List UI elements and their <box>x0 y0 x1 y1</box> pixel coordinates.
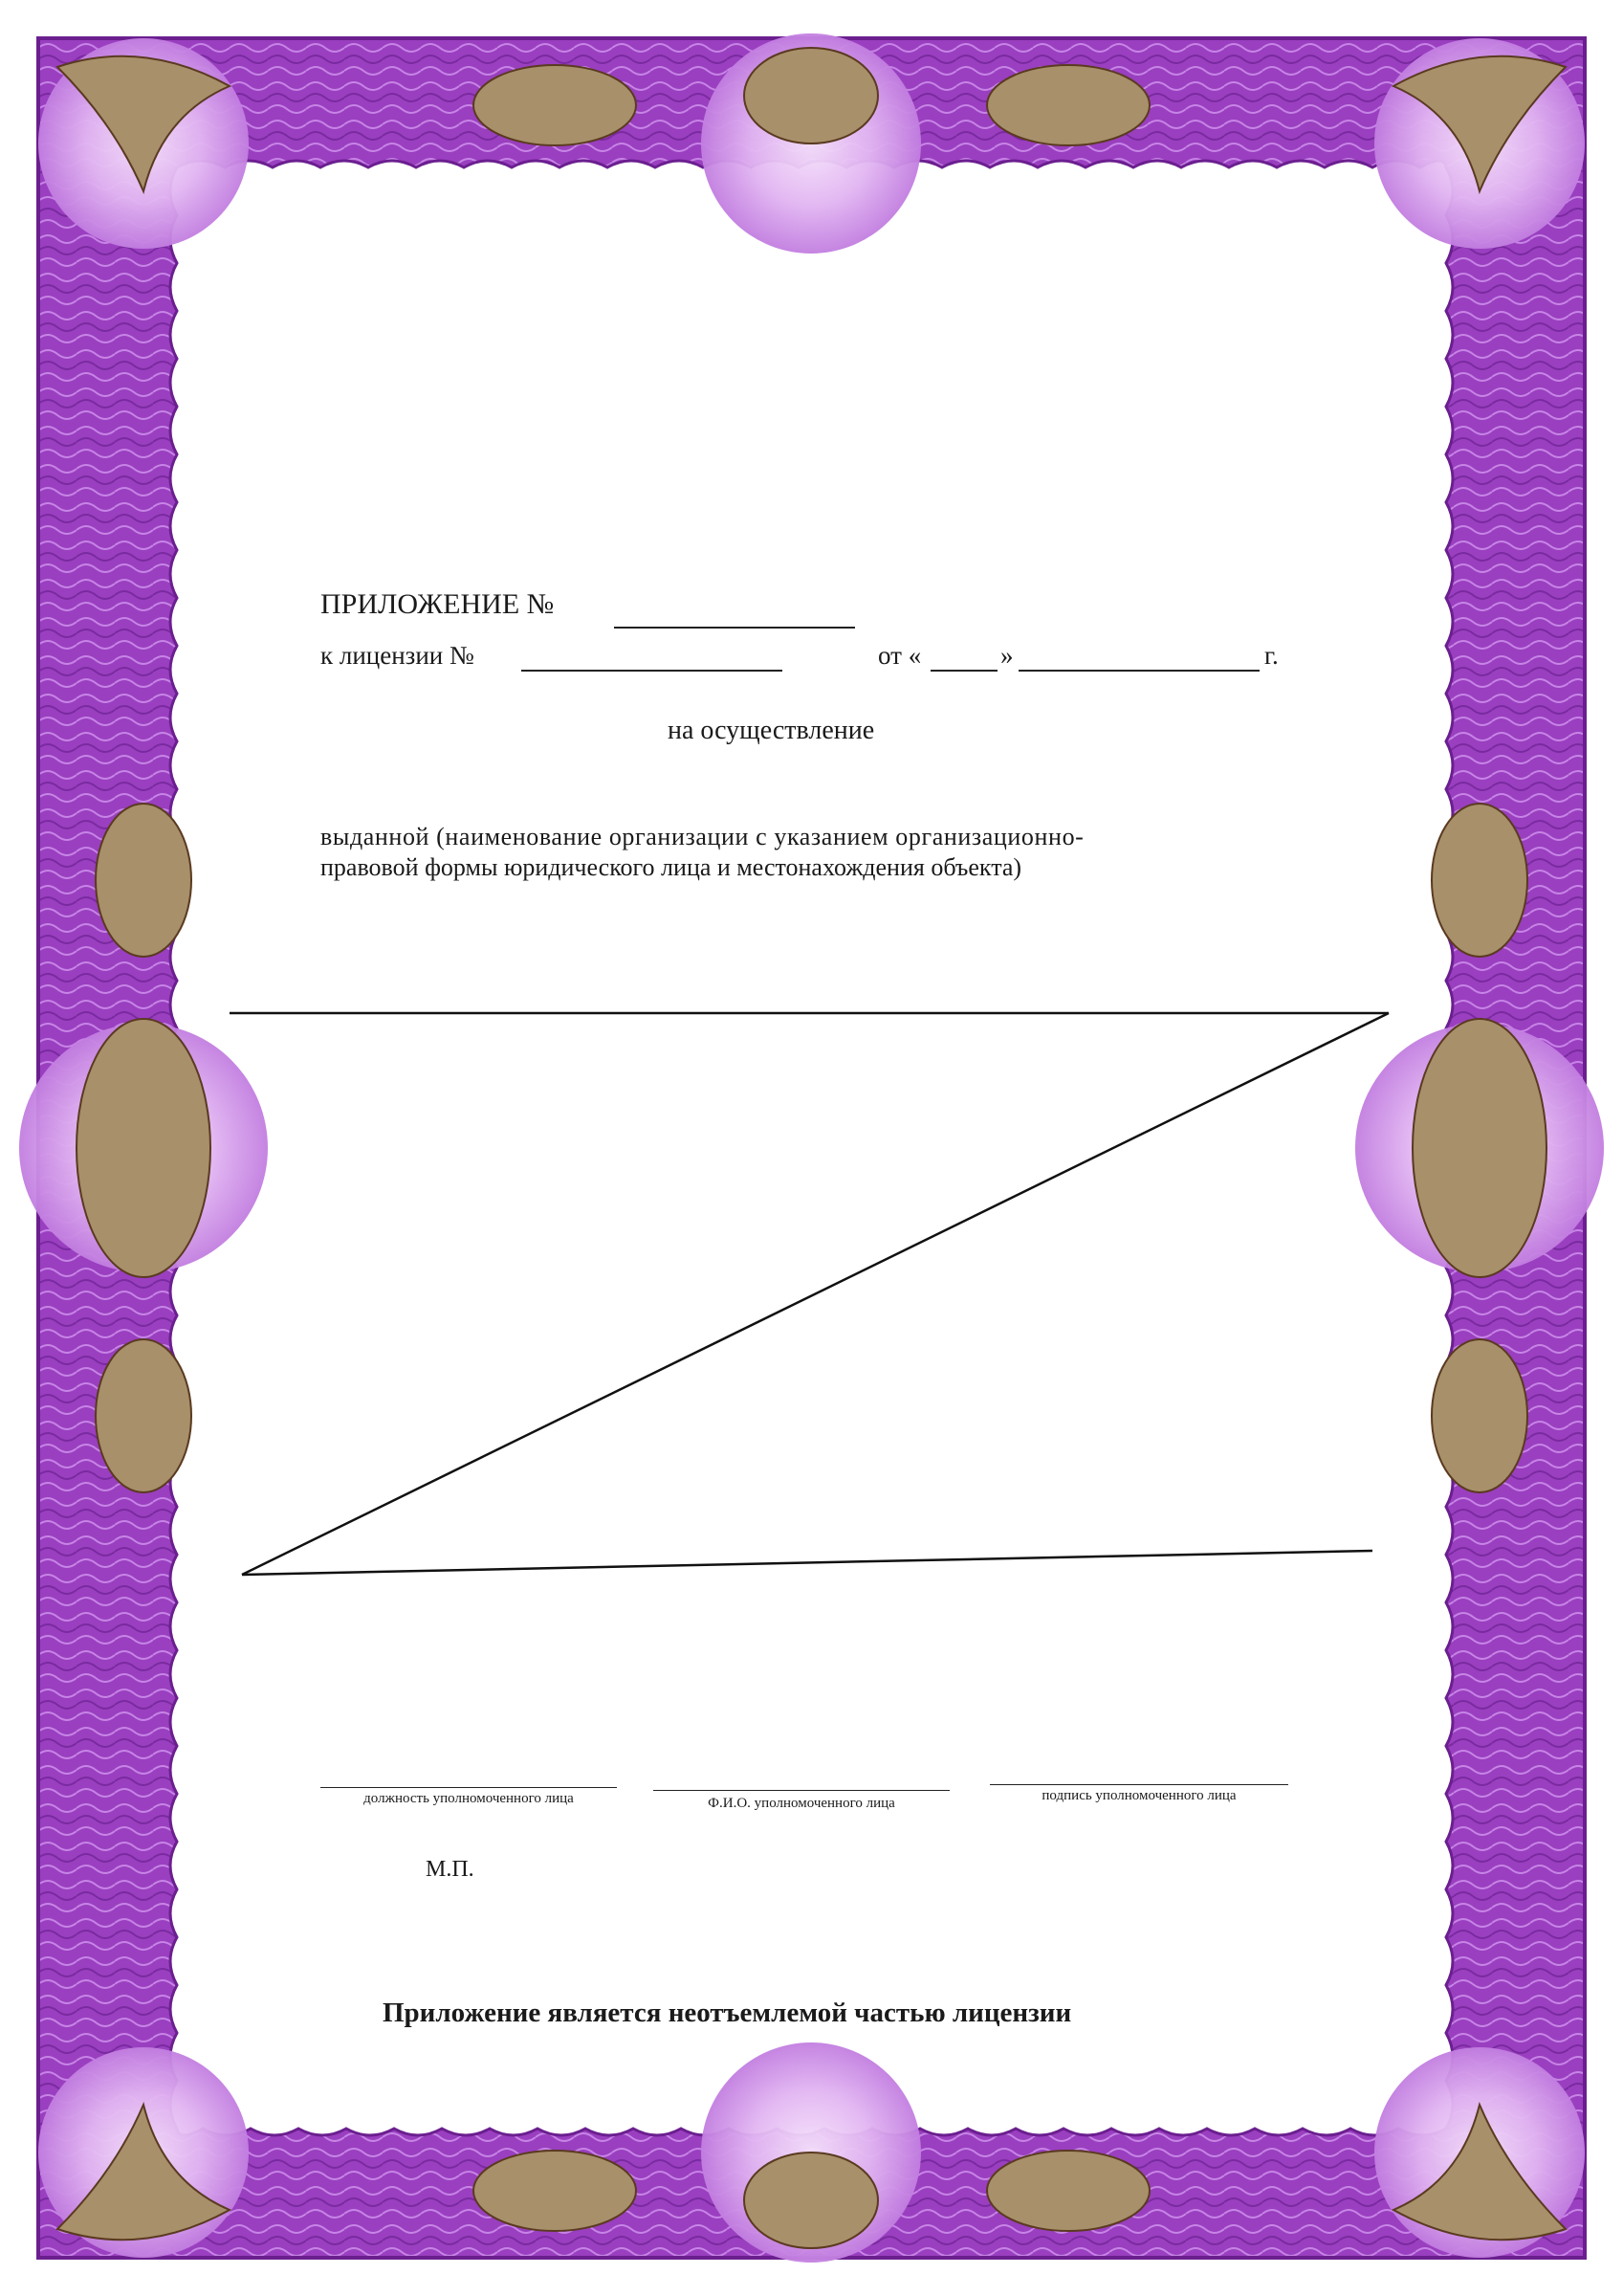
footer-note: Приложение является неотъемлемой частью лицензии <box>383 1998 1072 2028</box>
issued-text-line2: правовой формы юридического лица и местонахождения объекта) <box>320 853 1022 881</box>
full-name-signature-line[interactable] <box>653 1790 950 1791</box>
date-from-label: от « <box>878 641 922 670</box>
date-quote-close: » <box>1000 641 1014 670</box>
signature-line[interactable] <box>990 1784 1288 1785</box>
license-prefix: к лицензии № <box>320 641 474 670</box>
activity-caption: на осуществление <box>668 716 875 745</box>
seal-mark: М.П. <box>426 1857 474 1882</box>
appendix-title: ПРИЛОЖЕНИЕ № <box>320 588 555 620</box>
position-signature-line[interactable] <box>320 1787 617 1788</box>
position-caption: должность уполномоченного лица <box>363 1791 574 1806</box>
year-suffix: г. <box>1264 641 1279 670</box>
signature-caption: подпись уполномоченного лица <box>1042 1788 1237 1803</box>
issued-text-line1: выданной (наименование организации с указанием организационно- <box>320 823 1085 850</box>
full-name-caption: Ф.И.О. уполномоченного лица <box>708 1796 895 1811</box>
